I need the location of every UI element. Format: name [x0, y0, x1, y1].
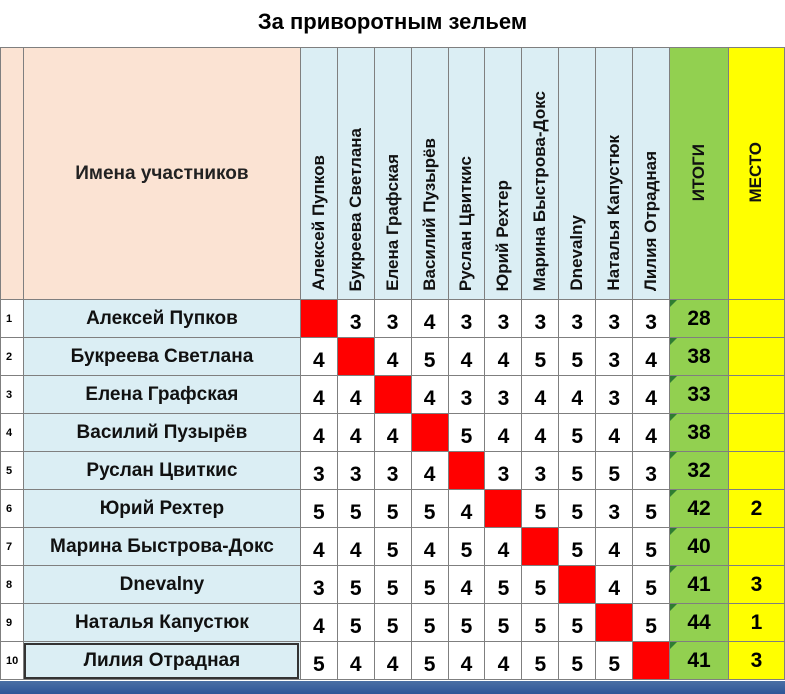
column-header-label: Лилия Отрадная: [641, 150, 661, 291]
row-number-cell[interactable]: 2: [1, 338, 24, 376]
total-cell[interactable]: 41: [670, 566, 729, 604]
score-cell[interactable]: 5: [374, 566, 411, 604]
column-header-10[interactable]: [633, 48, 670, 300]
participant-name-cell[interactable]: Елена Графская: [23, 376, 300, 414]
score-cell[interactable]: 3: [633, 300, 670, 338]
score-cell[interactable]: 5: [559, 452, 596, 490]
score-cell[interactable]: 3: [522, 300, 559, 338]
score-cell[interactable]: 3: [337, 452, 374, 490]
score-cell[interactable]: 5: [411, 338, 448, 376]
score-cell[interactable]: 4: [411, 528, 448, 566]
row-number-cell[interactable]: 4: [1, 414, 24, 452]
row-number-cell[interactable]: 6: [1, 490, 24, 528]
score-cell[interactable]: 5: [559, 338, 596, 376]
score-cell[interactable]: 4: [596, 528, 633, 566]
participant-name-cell[interactable]: Наталья Капустюк: [23, 604, 300, 642]
score-cell[interactable]: 5: [300, 490, 337, 528]
header-corner-cell[interactable]: [1, 48, 24, 300]
self-score-blocked-cell[interactable]: [485, 490, 522, 528]
column-header-label: Елена Графская: [382, 154, 402, 291]
score-cell[interactable]: 4: [633, 376, 670, 414]
table-row: [1, 604, 785, 642]
names-header-cell[interactable]: Имена участников: [23, 48, 300, 300]
row-number-cell[interactable]: 1: [1, 300, 24, 338]
table-row: [1, 528, 785, 566]
self-score-blocked-cell[interactable]: [596, 604, 633, 642]
row-number-cell[interactable]: 7: [1, 528, 24, 566]
score-cell[interactable]: 4: [559, 376, 596, 414]
place-cell[interactable]: 3: [728, 642, 784, 680]
score-cell[interactable]: 3: [485, 300, 522, 338]
score-cell[interactable]: 4: [485, 414, 522, 452]
sheet-title: За приворотным зельем: [257, 9, 528, 34]
score-cell[interactable]: 5: [300, 642, 337, 680]
header-row: [1, 48, 785, 300]
score-cell[interactable]: 3: [633, 452, 670, 490]
score-cell[interactable]: 3: [559, 300, 596, 338]
score-cell[interactable]: 4: [448, 566, 485, 604]
score-cell[interactable]: 4: [596, 566, 633, 604]
column-header-4[interactable]: [411, 48, 448, 300]
row-number-cell[interactable]: 5: [1, 452, 24, 490]
table-row: [1, 452, 785, 490]
score-cell[interactable]: 4: [374, 642, 411, 680]
place-cell[interactable]: [728, 452, 784, 490]
table-row: [1, 414, 785, 452]
total-cell[interactable]: 42: [670, 490, 729, 528]
score-cell[interactable]: 4: [485, 338, 522, 376]
score-cell[interactable]: 5: [411, 604, 448, 642]
self-score-blocked-cell[interactable]: [448, 452, 485, 490]
score-cell[interactable]: 4: [337, 376, 374, 414]
score-cell[interactable]: 4: [300, 414, 337, 452]
score-cell[interactable]: 5: [633, 528, 670, 566]
score-cell[interactable]: 4: [300, 338, 337, 376]
total-cell[interactable]: 38: [670, 338, 729, 376]
score-cell[interactable]: 3: [596, 338, 633, 376]
column-header-9[interactable]: [596, 48, 633, 300]
column-header-6[interactable]: [485, 48, 522, 300]
row-number-cell[interactable]: 9: [1, 604, 24, 642]
score-cell[interactable]: 5: [448, 414, 485, 452]
total-cell[interactable]: 32: [670, 452, 729, 490]
score-cell[interactable]: 5: [522, 338, 559, 376]
total-cell[interactable]: 44: [670, 604, 729, 642]
table-row: [1, 376, 785, 414]
score-cell[interactable]: 3: [485, 452, 522, 490]
row-number-cell[interactable]: 8: [1, 566, 24, 604]
totals-header-cell[interactable]: [670, 48, 729, 300]
score-cell[interactable]: 5: [337, 490, 374, 528]
self-score-blocked-cell[interactable]: [411, 414, 448, 452]
total-cell[interactable]: 41: [670, 642, 729, 680]
participant-name-cell[interactable]: Василий Пузырёв: [23, 414, 300, 452]
row-number-cell[interactable]: 10: [1, 642, 24, 680]
total-cell[interactable]: 38: [670, 414, 729, 452]
score-cell[interactable]: 5: [411, 642, 448, 680]
score-cell[interactable]: 5: [522, 490, 559, 528]
score-cell[interactable]: 5: [374, 490, 411, 528]
score-cell[interactable]: 3: [300, 452, 337, 490]
participant-name-cell[interactable]: Юрий Рехтер: [23, 490, 300, 528]
score-cell[interactable]: 5: [559, 604, 596, 642]
participant-name-cell[interactable]: Алексей Пупков: [23, 300, 300, 338]
place-cell[interactable]: [728, 528, 784, 566]
table-row: [1, 490, 785, 528]
score-cell[interactable]: 5: [374, 604, 411, 642]
place-cell[interactable]: [728, 414, 784, 452]
column-header-label: Юрий Рехтер: [493, 179, 513, 291]
column-header-label: Василий Пузырёв: [419, 138, 439, 291]
self-score-blocked-cell[interactable]: [559, 566, 596, 604]
score-cell[interactable]: 4: [448, 338, 485, 376]
score-cell[interactable]: 5: [337, 604, 374, 642]
score-cell[interactable]: 4: [411, 452, 448, 490]
score-cell[interactable]: 4: [337, 642, 374, 680]
total-cell[interactable]: 33: [670, 376, 729, 414]
score-cell[interactable]: 5: [559, 414, 596, 452]
score-cell[interactable]: 5: [633, 490, 670, 528]
score-cell[interactable]: 5: [337, 566, 374, 604]
score-cell[interactable]: 3: [374, 452, 411, 490]
score-cell[interactable]: 3: [448, 300, 485, 338]
place-header-cell[interactable]: [728, 48, 784, 300]
score-cell[interactable]: 4: [300, 376, 337, 414]
column-header-label: Алексей Пупков: [308, 155, 328, 291]
self-score-blocked-cell[interactable]: [374, 376, 411, 414]
column-header-label: Наталья Капустюк: [604, 135, 624, 291]
table-row: [1, 642, 785, 680]
score-cell[interactable]: 5: [596, 642, 633, 680]
score-cell[interactable]: 3: [485, 376, 522, 414]
score-cell[interactable]: 4: [374, 414, 411, 452]
participant-name-cell[interactable]: Марина Быстрова-Докс: [23, 528, 300, 566]
column-header-3[interactable]: [374, 48, 411, 300]
column-header-1[interactable]: [300, 48, 337, 300]
self-score-blocked-cell[interactable]: [300, 300, 337, 338]
column-header-label: Букреева Светлана: [345, 127, 365, 291]
score-cell[interactable]: 5: [559, 490, 596, 528]
score-cell[interactable]: 5: [559, 528, 596, 566]
row-number-cell[interactable]: 3: [1, 376, 24, 414]
score-cell[interactable]: 3: [448, 376, 485, 414]
score-cell[interactable]: 4: [633, 414, 670, 452]
column-header-7[interactable]: [522, 48, 559, 300]
column-header-label: Руслан Цвиткис: [456, 155, 476, 291]
score-cell[interactable]: 5: [522, 642, 559, 680]
score-cell[interactable]: 5: [596, 452, 633, 490]
score-cell[interactable]: 4: [596, 414, 633, 452]
total-cell[interactable]: 28: [670, 300, 729, 338]
score-cell[interactable]: 4: [337, 414, 374, 452]
participant-name-cell[interactable]: Dnevalny: [23, 566, 300, 604]
score-cell[interactable]: 4: [633, 338, 670, 376]
score-cell[interactable]: 5: [411, 490, 448, 528]
place-cell[interactable]: 2: [728, 490, 784, 528]
place-header-label: МЕСТО: [746, 142, 766, 203]
column-header-2[interactable]: [337, 48, 374, 300]
totals-header-label: ИТОГИ: [689, 143, 709, 202]
score-cell[interactable]: 4: [411, 376, 448, 414]
score-cell[interactable]: 4: [522, 414, 559, 452]
score-cell[interactable]: 5: [522, 604, 559, 642]
score-cell[interactable]: 3: [300, 566, 337, 604]
score-cell[interactable]: 5: [411, 566, 448, 604]
place-cell[interactable]: 1: [728, 604, 784, 642]
score-cell[interactable]: 3: [337, 300, 374, 338]
score-cell[interactable]: 3: [374, 300, 411, 338]
self-score-blocked-cell[interactable]: [633, 642, 670, 680]
score-cell[interactable]: 5: [485, 566, 522, 604]
place-cell[interactable]: [728, 338, 784, 376]
column-header-label: Марина Быстрова-Докс: [530, 90, 550, 291]
score-table: [0, 47, 785, 680]
score-cell[interactable]: 5: [633, 566, 670, 604]
score-cell[interactable]: 5: [633, 604, 670, 642]
participant-name-cell[interactable]: Руслан Цвиткис: [23, 452, 300, 490]
score-cell[interactable]: 5: [374, 528, 411, 566]
participant-name-cell[interactable]: Букреева Светлана: [23, 338, 300, 376]
participant-name-cell[interactable]: Лилия Отрадная: [23, 642, 300, 680]
place-cell[interactable]: 3: [728, 566, 784, 604]
score-cell[interactable]: 3: [596, 490, 633, 528]
column-header-label: Dnevalny: [567, 215, 587, 291]
table-row: [1, 300, 785, 338]
score-cell[interactable]: 3: [596, 300, 633, 338]
self-score-blocked-cell[interactable]: [522, 528, 559, 566]
score-cell[interactable]: 4: [300, 604, 337, 642]
score-cell[interactable]: 5: [485, 604, 522, 642]
score-cell[interactable]: 5: [448, 604, 485, 642]
score-cell[interactable]: 4: [448, 490, 485, 528]
score-cell[interactable]: 4: [485, 642, 522, 680]
score-cell[interactable]: 4: [411, 300, 448, 338]
score-cell[interactable]: 4: [337, 528, 374, 566]
table-row: [1, 338, 785, 376]
total-cell[interactable]: 40: [670, 528, 729, 566]
score-cell[interactable]: 4: [522, 376, 559, 414]
score-cell[interactable]: 4: [300, 528, 337, 566]
self-score-blocked-cell[interactable]: [337, 338, 374, 376]
score-cell[interactable]: 3: [522, 452, 559, 490]
window-bottom-edge: [0, 681, 785, 694]
place-cell[interactable]: [728, 376, 784, 414]
score-cell[interactable]: 4: [374, 338, 411, 376]
score-cell[interactable]: 5: [559, 642, 596, 680]
score-cell[interactable]: 5: [448, 528, 485, 566]
column-header-5[interactable]: [448, 48, 485, 300]
score-cell[interactable]: 5: [522, 566, 559, 604]
place-cell[interactable]: [728, 300, 784, 338]
score-cell[interactable]: 3: [596, 376, 633, 414]
score-cell[interactable]: 4: [485, 528, 522, 566]
table-row: [1, 566, 785, 604]
column-header-8[interactable]: [559, 48, 596, 300]
score-cell[interactable]: 4: [448, 642, 485, 680]
